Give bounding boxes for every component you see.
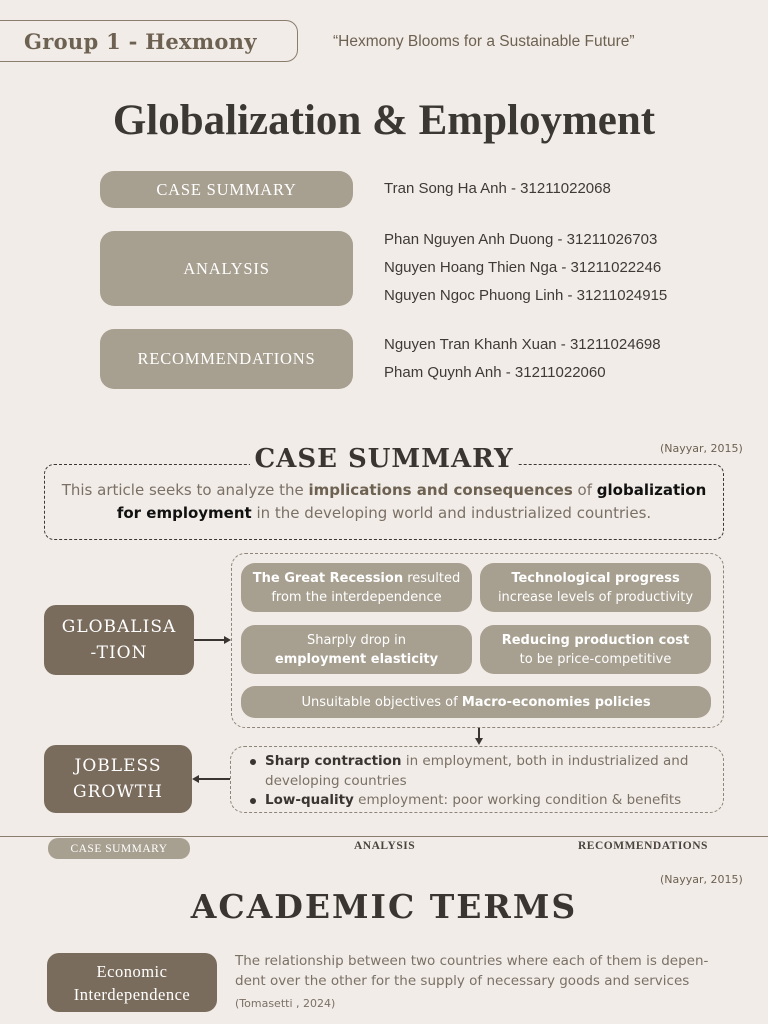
node-label: GROWTH xyxy=(73,782,163,802)
cause-macro-policies xyxy=(241,686,711,718)
term-label: Interdependence xyxy=(73,984,191,1004)
group-name: Group 1 - Hexmony xyxy=(24,28,257,54)
term-citation: (Tomasetti , 2024) xyxy=(235,997,336,1010)
cause-text: increase levels of productivity xyxy=(497,589,694,605)
summary-text-part: of xyxy=(572,481,597,499)
cause-production-cost xyxy=(480,625,711,674)
cause-technological-progress xyxy=(480,563,711,612)
term-definition xyxy=(235,951,735,991)
member-name: Pham Quynh Anh - 31211022060 xyxy=(384,364,606,381)
member-name: Nguyen Hoang Thien Nga - 31211022246 xyxy=(384,259,662,276)
arrow-down-icon xyxy=(475,738,483,745)
jobless-growth-node xyxy=(44,745,192,813)
cause-text: to be price-competitive xyxy=(519,651,672,667)
cause-bold: Technological progress xyxy=(511,570,680,586)
role-pill-case-summary[interactable] xyxy=(100,171,353,208)
summary-text-part: in the developing world and industrialized countries. xyxy=(251,504,652,522)
arrow-line xyxy=(194,639,224,641)
member-name: Phan Nguyen Anh Duong - 31211026703 xyxy=(384,231,658,248)
globalisation-node xyxy=(44,605,194,675)
term-label: Economic xyxy=(96,961,168,981)
arrow-line xyxy=(199,778,230,780)
effect-text: in employment, both in industrialized and developing countries xyxy=(265,753,689,789)
cause-bold: Reducing production cost xyxy=(501,632,690,648)
nav-label: CASE SUMMARY xyxy=(70,842,168,855)
divider xyxy=(0,836,768,837)
nav-analysis[interactable]: ANALYSIS xyxy=(354,840,416,852)
term-definition-line: dent over the other for the supply of necessary goods and services xyxy=(235,973,690,989)
page-title: Globalization & Employment xyxy=(112,97,656,144)
summary-text xyxy=(56,479,712,525)
cause-employment-elasticity xyxy=(241,625,472,674)
cause-text: from the interdependence xyxy=(271,589,442,605)
member-name: Nguyen Ngoc Phuong Linh - 31211024915 xyxy=(384,287,668,304)
effect-bold: Sharp contraction xyxy=(265,753,402,769)
cause-bold: Macro-economies policies xyxy=(461,694,651,710)
effect-text: employment: poor working condition & benefits xyxy=(353,792,682,808)
term-economic-interdependence xyxy=(47,953,217,1012)
cause-text: resulted xyxy=(403,570,461,586)
effect-item xyxy=(245,791,711,811)
section-title: ACADEMIC TERMS xyxy=(190,887,578,926)
summary-highlight: globalization for employment xyxy=(116,481,707,522)
arrow-right-icon xyxy=(224,636,231,644)
section-title: CASE SUMMARY xyxy=(250,444,518,474)
role-label: ANALYSIS xyxy=(183,258,270,278)
node-label: GLOBALISA xyxy=(61,617,177,637)
cause-text: Unsuitable objectives of xyxy=(301,694,462,710)
cause-text: Sharply drop in xyxy=(307,632,406,648)
role-pill-analysis[interactable] xyxy=(100,231,353,306)
member-name: Tran Song Ha Anh - 31211022068 xyxy=(384,180,611,197)
nav-case-summary[interactable] xyxy=(48,838,190,859)
node-label: JOBLESS xyxy=(74,756,162,776)
summary-text-part: This article seeks to analyze the xyxy=(61,481,309,499)
effects-box xyxy=(230,746,724,813)
summary-highlight: implications and consequences xyxy=(308,481,573,499)
term-definition-line: The relationship between two countries where each of them is depen- xyxy=(235,953,709,969)
cause-bold: The Great Recession xyxy=(252,570,404,586)
group-tag xyxy=(0,20,298,62)
citation: (Nayyar, 2015) xyxy=(660,873,743,886)
role-pill-recommendations[interactable] xyxy=(100,329,353,389)
node-label: -TION xyxy=(90,643,148,663)
role-label: CASE SUMMARY xyxy=(156,179,297,199)
effect-item xyxy=(245,752,711,791)
member-name: Nguyen Tran Khanh Xuan - 31211024698 xyxy=(384,336,661,353)
slogan: “Hexmony Blooms for a Sustainable Future” xyxy=(333,33,635,50)
effect-bold: Low-quality xyxy=(265,792,354,808)
arrow-left-icon xyxy=(192,775,199,783)
cause-great-recession xyxy=(241,563,472,612)
citation: (Nayyar, 2015) xyxy=(660,442,743,455)
nav-recommendations[interactable]: RECOMMENDATIONS xyxy=(578,840,708,852)
cause-bold: employment elasticity xyxy=(274,651,439,667)
role-label: RECOMMENDATIONS xyxy=(137,349,316,368)
